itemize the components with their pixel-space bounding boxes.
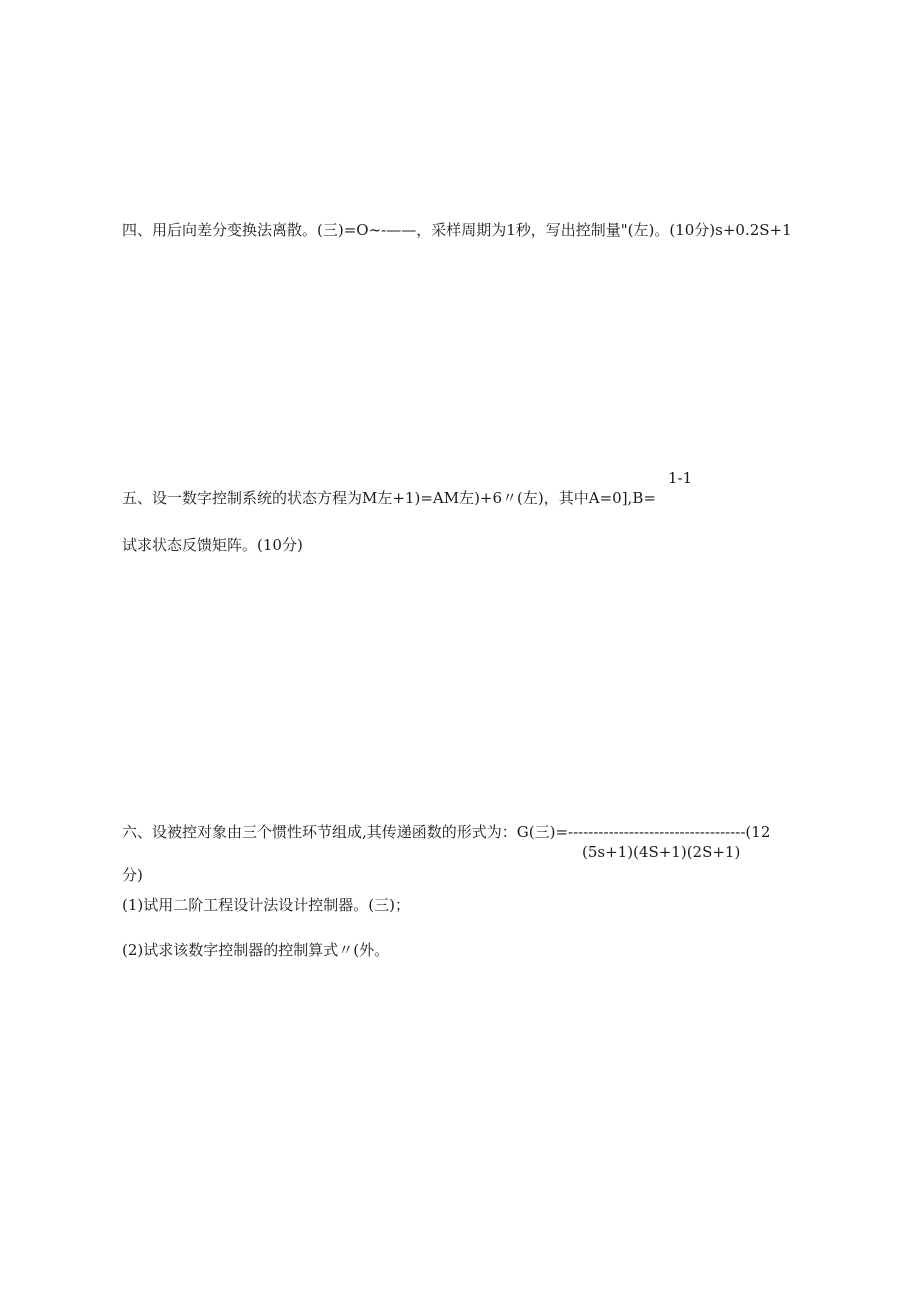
question-6-sub-2: (2)试求该数字控制器的控制算式〃(外。 xyxy=(122,941,390,959)
matrix-b-top-row: 1-1 xyxy=(668,469,693,487)
question-6-line-2: 分) xyxy=(122,866,143,884)
question-5-line-1: 五、设一数字控制系统的状态方程为M左+1)=AM左)+6〃(左)，其中A=0],B= xyxy=(122,489,656,507)
question-4-text: 四、用后向差分变换法离散。(三)=O~-——，采样周期为1秒，写出控制量"(左)。(10分)s+0.2S+1 xyxy=(122,221,792,239)
question-6-line-1: 六、设被控对象由三个惯性环节组成,其传递函数的形式为：G(三)=-----------------------------------(12 xyxy=(122,823,771,841)
question-5-line-2: 试求状态反馈矩阵。(10分) xyxy=(122,536,303,554)
transfer-function-denominator: (5s+1)(4S+1)(2S+1) xyxy=(582,843,741,861)
question-6-sub-1: (1)试用二阶工程设计法设计控制器。(三)； xyxy=(122,896,410,914)
